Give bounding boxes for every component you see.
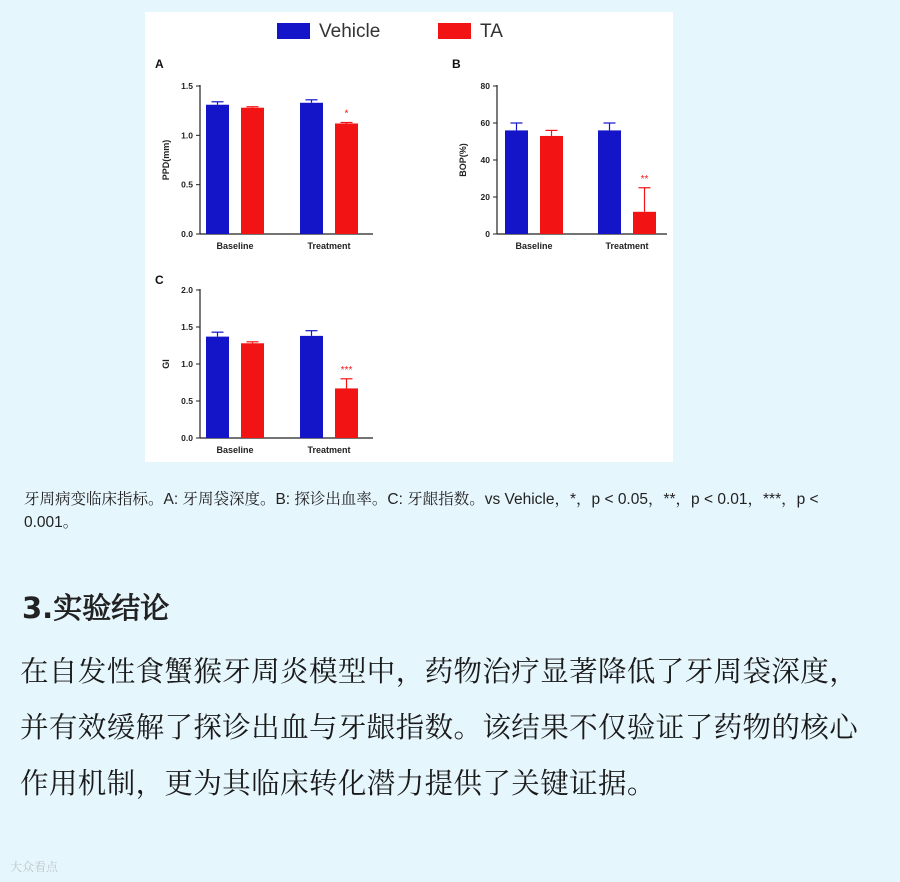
panel-a-significance: * <box>344 108 349 120</box>
conclusion-text: 在自发性食蟹猴牙周炎模型中，药物治疗显著降低了牙周袋深度，并有效缓解了探诊出血与牙龈指数。该结果不仅验证了药物的核心作用机制，更为其临床转化潜力提供了关键证据。 <box>20 655 859 800</box>
panel-b-x-tick-label: Treatment <box>605 241 649 251</box>
panel-c-y-axis-title: GI <box>161 359 171 369</box>
panel-a-y-tick-label: 0.0 <box>181 229 193 239</box>
panel-c-bar-vehicle <box>300 336 323 438</box>
panel-b-y-tick-label: 80 <box>480 81 490 91</box>
panel-c-y-tick-label: 2.0 <box>181 285 193 295</box>
legend-swatch-0 <box>277 23 310 39</box>
panel-c-bar-ta <box>335 388 358 438</box>
panel-a-x-tick-label: Baseline <box>216 241 254 251</box>
legend-label-1: TA <box>480 21 503 42</box>
panel-b-bar-ta <box>633 212 656 234</box>
panel-c-y-tick-label: 0.5 <box>181 396 193 406</box>
panel-c-significance: *** <box>340 364 353 376</box>
panel-b-significance: ** <box>640 173 649 185</box>
panel-b-y-tick-label: 20 <box>480 192 490 202</box>
panel-a-label: A <box>155 57 164 71</box>
section-heading: 3.实验结论 <box>22 591 170 625</box>
panel-c-bar-ta <box>241 343 264 438</box>
panel-b-y-tick-label: 40 <box>480 155 490 165</box>
panel-a-y-tick-label: 1.5 <box>181 81 193 91</box>
panel-b-bar-vehicle <box>505 130 528 234</box>
panel-b-label: B <box>452 57 461 71</box>
legend-swatch-1 <box>438 23 471 39</box>
legend-label-0: Vehicle <box>319 21 381 42</box>
panel-a-y-axis-title: PPD(mm) <box>161 139 171 181</box>
panel-a-bar-ta <box>335 123 358 234</box>
panel-c-y-tick-label: 0.0 <box>181 433 193 443</box>
panel-b-bar-vehicle <box>598 130 621 234</box>
panel-b-y-tick-label: 0 <box>485 229 490 239</box>
bar-charts <box>145 12 673 462</box>
panel-a-x-tick-label: Treatment <box>307 241 351 251</box>
panel-c-label: C <box>155 273 164 287</box>
panel-c-y-tick-label: 1.5 <box>181 322 193 332</box>
panel-a-y-tick-label: 1.0 <box>181 130 193 141</box>
panel-a-bar-ta <box>241 108 264 234</box>
panel-a-bar-vehicle <box>206 105 229 234</box>
panel-c-bar-vehicle <box>206 337 229 438</box>
panel-c-y-tick-label: 1.0 <box>181 359 193 369</box>
panel-b-bar-ta <box>540 136 563 234</box>
panel-c-x-tick-label: Baseline <box>216 445 254 455</box>
figure-caption: 牙周病变临床指标。A: 牙周袋深度。B: 探诊出血率。C: 牙龈指数。vs Vehicle，*，p < 0.05，**，p < 0.01，***，p < 0.001。 <box>24 491 819 531</box>
figure-panel <box>145 12 673 462</box>
watermark: 大众看点 <box>10 860 59 874</box>
panel-a-bar-vehicle <box>300 103 323 234</box>
panel-b-y-axis-title: BOP(%) <box>458 143 468 177</box>
panel-c-x-tick-label: Treatment <box>307 445 351 455</box>
panel-b-x-tick-label: Baseline <box>515 241 553 251</box>
panel-a-y-tick-label: 0.5 <box>181 179 193 190</box>
panel-b-y-tick-label: 60 <box>480 118 490 128</box>
